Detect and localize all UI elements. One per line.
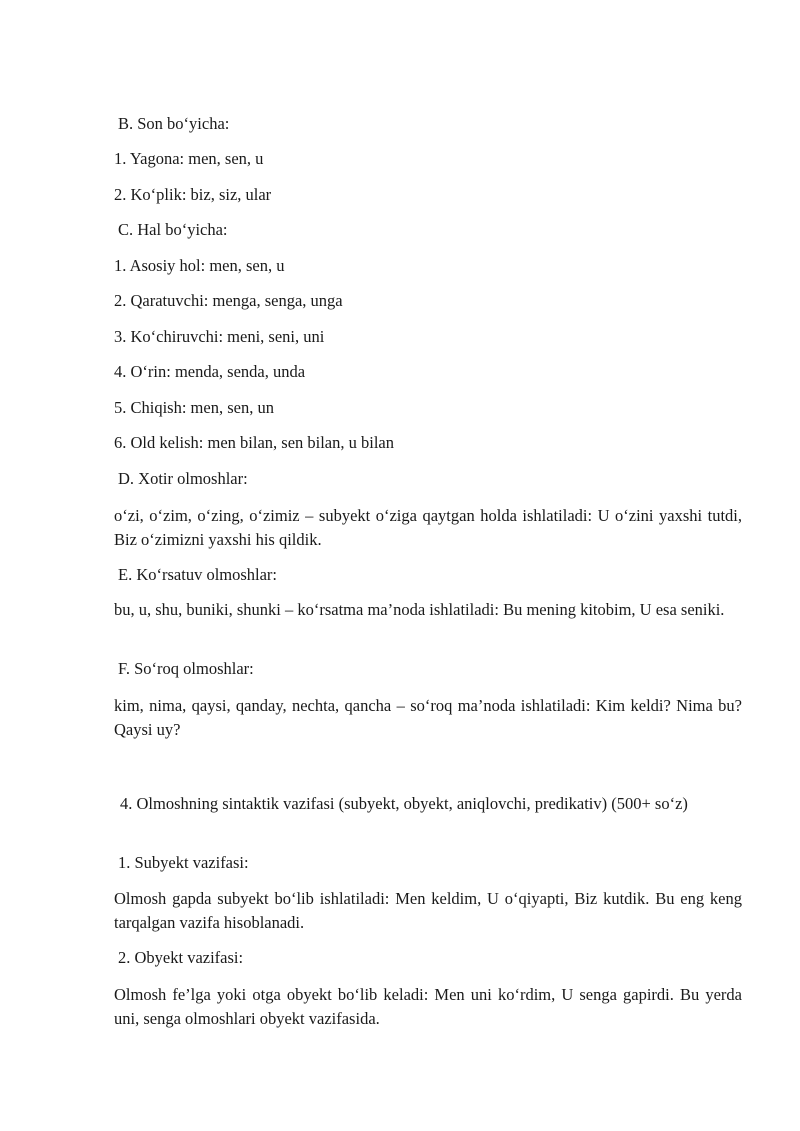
paragraph: o‘zi, o‘zim, o‘zing, o‘zimiz – subyekt o‘ziga qaytgan holda ishlatiladi: U o‘zini yaxshi tutdi, Biz o‘zimizni yaxshi his qildik.: [114, 506, 742, 549]
heading-soroq: F. So‘roq olmoshlar:: [118, 659, 254, 678]
heading-son: B. Son bo‘yicha:: [118, 114, 230, 133]
heading-obyekt: 2. Obyekt vazifasi:: [118, 948, 244, 967]
list-item: 5. Chiqish: men, sen, un: [114, 398, 274, 417]
paragraph: bu, u, shu, buniki, shunki – ko‘rsatma ma’noda ishlatiladi: Bu mening kitobim, U esa seniki.: [114, 600, 725, 619]
list-item: 4. O‘rin: menda, senda, unda: [114, 362, 306, 381]
paragraph: kim, nima, qaysi, qanday, nechta, qancha – so‘roq ma’noda ishlatiladi: Kim keldi? Nima bu? Qaysi uy?: [114, 696, 742, 739]
list-item: 1. Asosiy hol: men, sen, u: [114, 256, 285, 275]
list-item: 1. Yagona: men, sen, u: [114, 149, 264, 168]
heading-korsatuv: E. Ko‘rsatuv olmoshlar:: [118, 565, 278, 584]
section-heading: 4. Olmoshning sintaktik vazifasi (subyekt, obyekt, aniqlovchi, predikativ) (500+ so‘z): [120, 794, 688, 813]
heading-subyekt: 1. Subyekt vazifasi:: [118, 853, 249, 872]
paragraph: Olmosh gapda subyekt bo‘lib ishlatiladi: Men keldim, U o‘qiyapti, Biz kutdik. Bu eng keng tarqalgan vazifa hisoblanadi.: [114, 889, 742, 932]
heading-hal: C. Hal bo‘yicha:: [118, 220, 228, 239]
list-item: 6. Old kelish: men bilan, sen bilan, u bilan: [114, 433, 395, 452]
list-item: 3. Ko‘chiruvchi: meni, seni, uni: [114, 327, 325, 346]
list-item: 2. Ko‘plik: biz, siz, ular: [114, 185, 272, 204]
list-item: 2. Qaratuvchi: menga, senga, unga: [114, 291, 343, 310]
paragraph: Olmosh fe’lga yoki otga obyekt bo‘lib keladi: Men uni ko‘rdim, U senga gapirdi. Bu yerda uni, senga olmoshlari obyekt vazifasida.: [114, 985, 742, 1028]
heading-xotir: D. Xotir olmoshlar:: [118, 469, 248, 488]
